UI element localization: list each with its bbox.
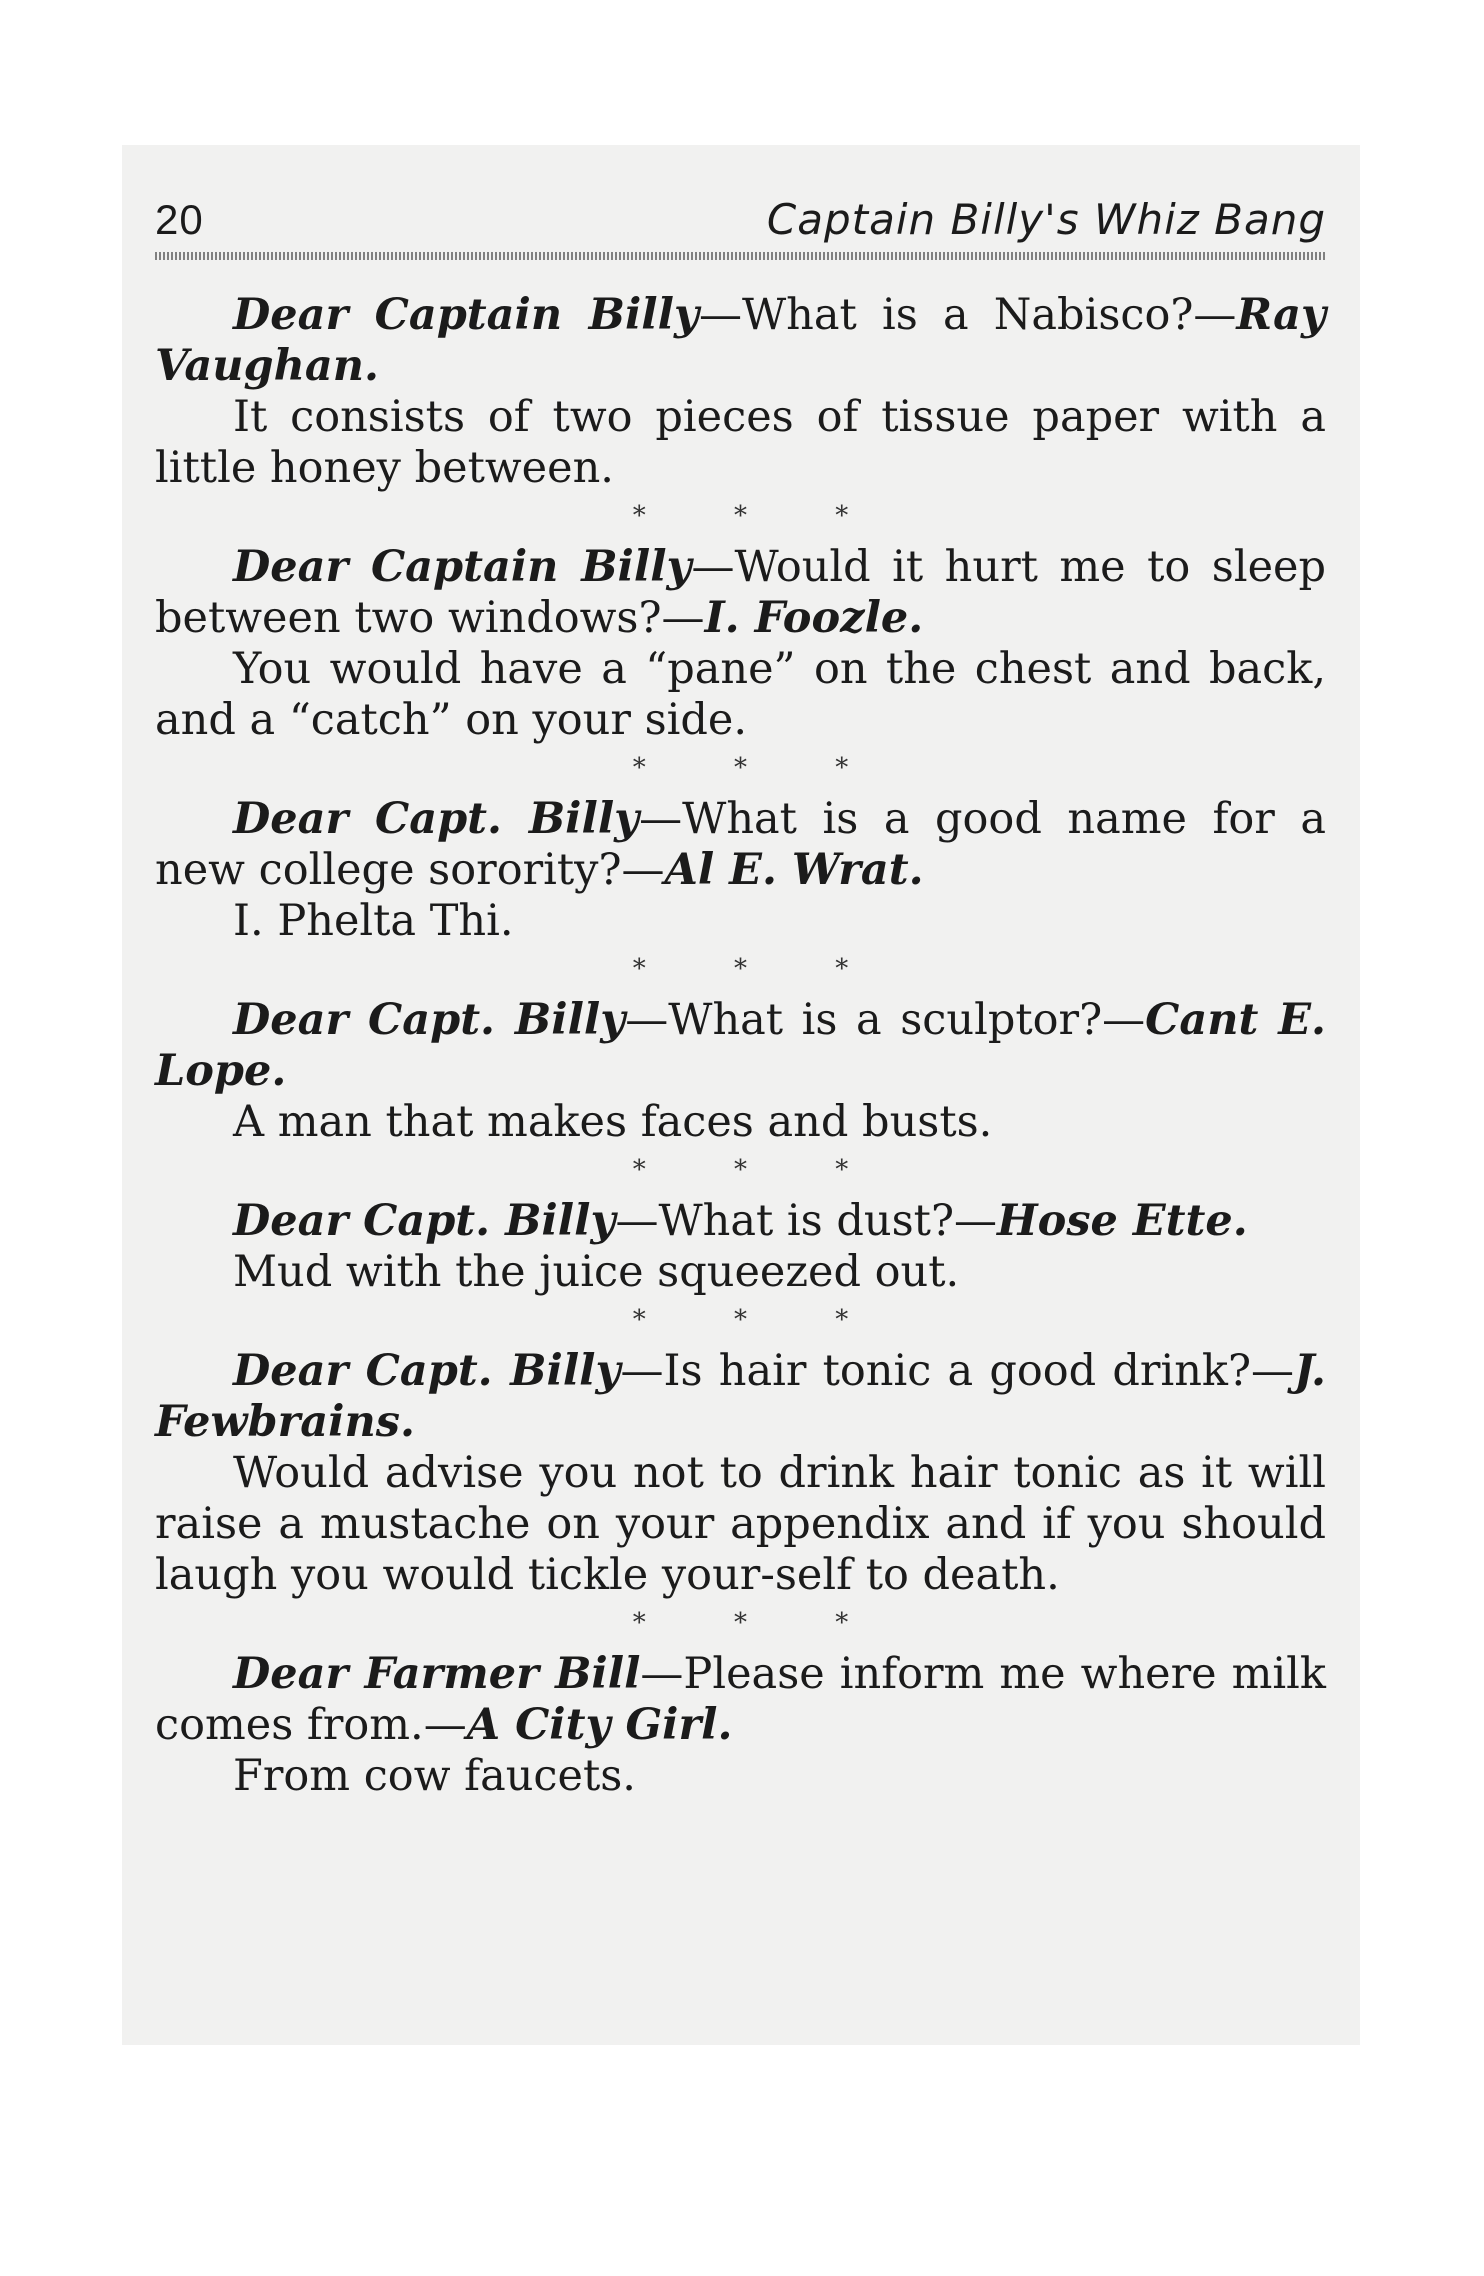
section-separator: * * *: [632, 1608, 889, 1638]
letter-salutation: Dear Captain Billy: [233, 542, 692, 592]
letter-answer: Mud with the juice squeezed out.: [233, 1247, 960, 1297]
page-number: 20: [155, 196, 204, 243]
letter-entry: [155, 1649, 1326, 1802]
letter-entry: [155, 1196, 1326, 1298]
letter-salutation: Dear Capt. Billy: [233, 1196, 616, 1246]
letter-signer: Ray Vaughan.: [155, 290, 1326, 391]
letter-signer: Al E. Wrat.: [664, 845, 924, 895]
letter-salutation: Dear Capt. Billy: [233, 1346, 621, 1396]
letter-answer: From cow faucets.: [233, 1751, 636, 1801]
letter-entry: [155, 1346, 1326, 1601]
section-separator: * * *: [632, 501, 889, 531]
letter-question: [155, 794, 1326, 896]
letter-question: [155, 290, 1326, 392]
letter-salutation: Dear Farmer Bill: [233, 1649, 641, 1699]
letter-signer: A City Girl.: [466, 1700, 733, 1750]
question-text: —Would it hurt me to sleep between two windows?—: [155, 542, 1326, 643]
letter-entry: [155, 995, 1326, 1148]
header-rule: [155, 252, 1326, 260]
letter-answer: Would advise you not to drink hair tonic as it will raise a mustache on your appendix and if you should laugh you would tickle your-self to death.: [155, 1448, 1326, 1600]
letter-question: [155, 1196, 1326, 1247]
letter-answer: You would have a “pane” on the chest and back, and a “catch” on your side.: [155, 644, 1326, 745]
question-text: —What is dust?—: [615, 1196, 998, 1246]
letter-question: [155, 542, 1326, 644]
running-title: Captain Billy's Whiz Bang: [766, 195, 1326, 244]
page-body: [155, 290, 1326, 1802]
question-text: —Please inform me where milk comes from.—: [155, 1649, 1326, 1750]
letter-question: [155, 995, 1326, 1097]
letter-answer: It consists of two pieces of tissue paper with a little honey between.: [155, 392, 1326, 493]
letter-entry: [155, 542, 1326, 746]
page-header: [155, 195, 1326, 251]
letter-entry: [155, 290, 1326, 494]
letter-question: [155, 1346, 1326, 1448]
letter-signer: J. Fewbrains.: [155, 1346, 1326, 1447]
letter-answer: I. Phelta Thi.: [233, 896, 514, 946]
question-text: —What is a sculptor?—: [625, 995, 1146, 1045]
letter-entry: [155, 794, 1326, 947]
letter-signer: Cant E. Lope.: [155, 995, 1326, 1096]
section-separator: * * *: [632, 753, 889, 783]
letter-signer: I. Foozle.: [704, 593, 924, 643]
question-text: —What is a good name for a new college sorority?—: [155, 794, 1326, 895]
letter-salutation: Dear Capt. Billy: [233, 995, 626, 1045]
letter-salutation: Dear Captain Billy: [233, 290, 699, 340]
letter-signer: Hose Ette.: [997, 1196, 1248, 1246]
letter-salutation: Dear Capt. Billy: [233, 794, 640, 844]
letter-answer: A man that makes faces and busts.: [233, 1097, 993, 1147]
section-separator: * * *: [632, 1155, 889, 1185]
section-separator: * * *: [632, 1305, 889, 1335]
question-text: —Is hair tonic a good drink?—: [620, 1346, 1294, 1396]
question-text: —What is a Nabisco?—: [698, 290, 1237, 340]
letter-question: [155, 1649, 1326, 1751]
book-page: [122, 145, 1360, 2045]
section-separator: * * *: [632, 954, 889, 984]
